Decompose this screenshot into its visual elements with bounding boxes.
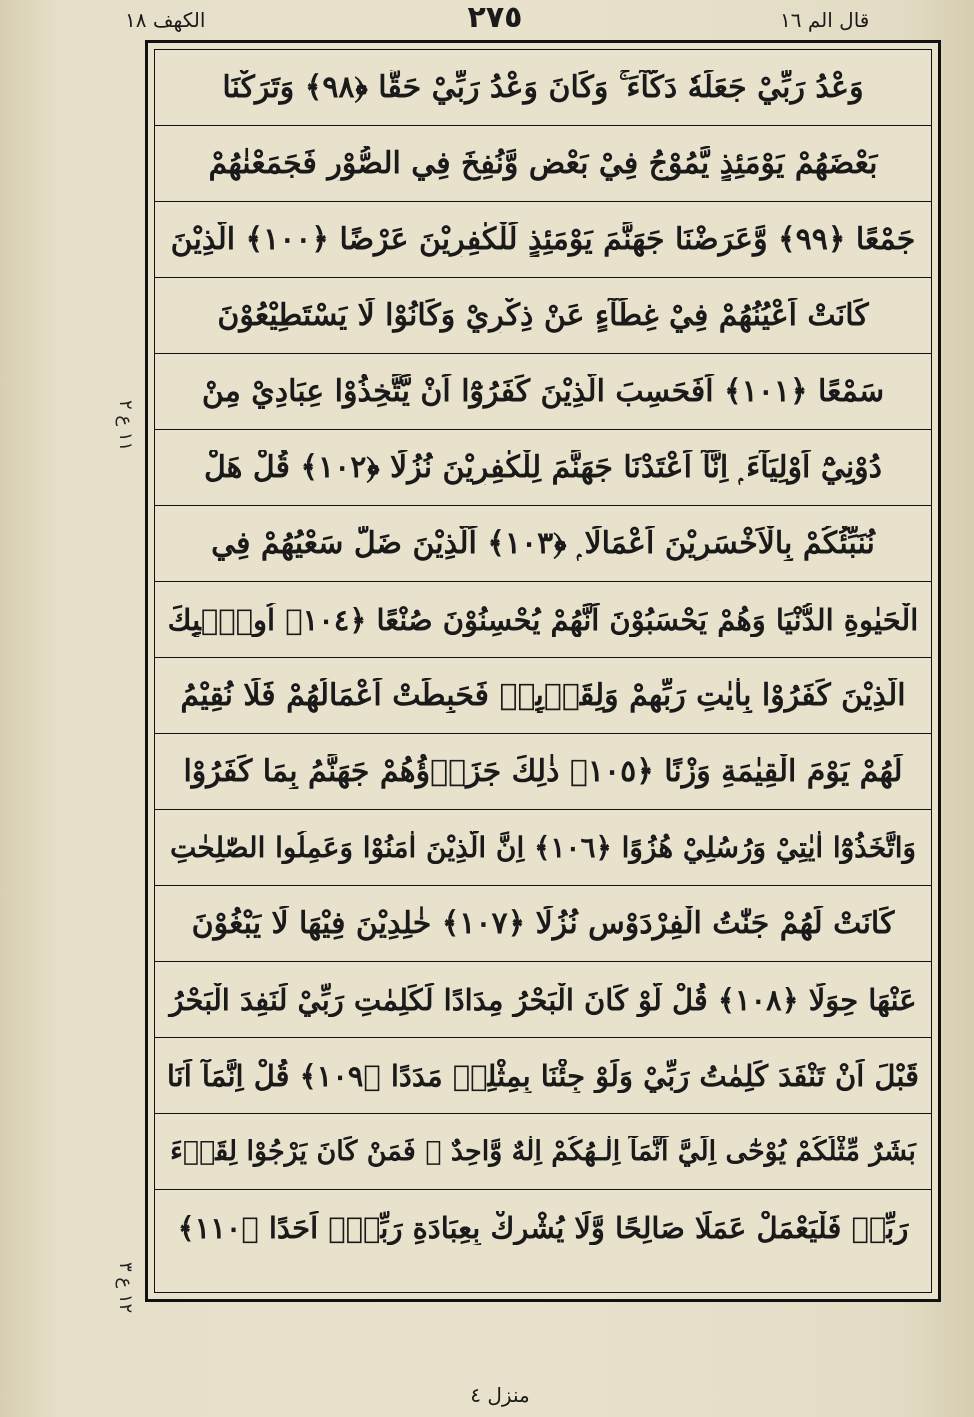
line-text: الْحَيٰوةِ الدُّنْيَا وَهُمْ يَحْسَبُوْنَ اَنَّهُمْ يُحْسِنُوْنَ صُنْعًا ﴿١٠٤﴾ اُولٰۗىِٕكَ xyxy=(167,602,919,637)
text-line xyxy=(155,734,931,810)
page-header xyxy=(0,0,974,40)
line-text: سَمْعًا ﴿١٠١﴾ اَفَحَسِبَ الَّذِيْنَ كَفَرُوْٓا اَنْ يَّتَّخِذُوْا عِبَادِيْ مِنْ xyxy=(201,374,885,409)
text-line xyxy=(155,354,931,430)
surah-name: الكهف ١٨ xyxy=(125,8,206,32)
line-text: كَانَتْ لَهُمْ جَنّٰتُ الْفِرْدَوْسِ نُزُلًا ﴿١٠٧﴾ خٰلِدِيْنَ فِيْهَا لَا يَبْغُوْنَ xyxy=(191,906,895,941)
line-text: وَعْدُ رَبِّيْ جَعَلَهٗ دَكَّآءَ ۚ وَكَانَ وَعْدُ رَبِّيْ حَقًّا ﴿٩٨﴾ وَتَرَكْنَا xyxy=(222,70,864,105)
text-line xyxy=(155,962,931,1038)
line-text: لَهُمْ يَوْمَ الْقِيٰمَةِ وَزْنًا ﴿١٠٥﴾ ذٰلِكَ جَزَاۗؤُهُمْ جَهَنَّمُ بِمَا كَفَرُوْا xyxy=(183,754,903,789)
line-text: عَنْهَا حِوَلًا ﴿١٠٨﴾ قُلْ لَّوْ كَانَ الْبَحْرُ مِدَادًا لِّكَلِمٰتِ رَبِّيْ لَنَفِدَ الْبَحْرُ xyxy=(169,982,917,1017)
line-text: كَانَتْ اَعْيُنُهُمْ فِيْ غِطَآءٍ عَنْ ذِكْرِيْ وَكَانُوْا لَا يَسْتَطِيْعُوْنَ xyxy=(217,298,869,333)
text-frame xyxy=(145,40,941,1302)
text-line xyxy=(155,582,931,658)
line-text: وَاتَّخَذُوْٓا اٰيٰتِيْ وَرُسُلِيْ هُزُوًا ﴿١٠٦﴾ اِنَّ الَّذِيْنَ اٰمَنُوْا وَعَمِلُوا الصّٰلِحٰتِ xyxy=(169,831,917,864)
line-text: رَبِّهٖ فَلْيَعْمَلْ عَمَلًا صَالِحًا وَّلَا يُشْرِكْ بِعِبَادَةِ رَبِّهٖٓ اَحَدًا ﴿١١٠﴾ xyxy=(177,1211,909,1245)
text-line xyxy=(155,810,931,886)
line-text: الَّذِيْنَ كَفَرُوْا بِاٰيٰتِ رَبِّهِمْ وَلِقَاۗىِٕهٖ فَحَبِطَتْ اَعْمَالُهُمْ فَلَا نُقِيْمُ xyxy=(180,678,906,713)
text-line xyxy=(155,126,931,202)
line-text: قَبْلَ اَنْ تَنْفَدَ كَلِمٰتُ رَبِّيْ وَلَوْ جِئْنَا بِمِثْلِهٖ مَدَدًا ﴿١٠٩﴾ قُلْ اِنَّمَآ اَنَا xyxy=(166,1058,919,1093)
text-line xyxy=(155,278,931,354)
line-text: بَشَرٌ مِّثْلُكُمْ يُوْحٰٓى اِلَيَّ اَنَّمَآ اِلٰـهُكُمْ اِلٰهٌ وَّاحِدٌ ۚ فَمَنْ كَانَ يَرْجُوْا لِقَاۗءَ xyxy=(170,1136,916,1167)
ruku-mark: ١٢ ع ٣ xyxy=(115,1262,136,1314)
line-text: نُنَبِّئُكُمْ بِالْاَخْسَرِيْنَ اَعْمَالًا ۭ ﴿١٠٣﴾ اَلَّذِيْنَ ضَلَّ سَعْيُهُمْ فِي xyxy=(211,526,875,561)
page-number: ٢٧٥ xyxy=(467,0,523,35)
text-line xyxy=(155,886,931,962)
text-lines xyxy=(154,49,932,1293)
text-line xyxy=(155,430,931,506)
para-name: قال الم ١٦ xyxy=(780,8,870,32)
line-text: بَعْضَهُمْ يَوْمَئِذٍ يَّمُوْجُ فِيْ بَعْضٍ وَّنُفِخَ فِي الصُّوْرِ فَجَمَعْنٰهُمْ xyxy=(208,146,878,181)
text-line xyxy=(155,1114,931,1190)
manzil-label: منزل ٤ xyxy=(470,1383,530,1407)
text-line xyxy=(155,658,931,734)
ruku-mark: ١١ ع ٢ xyxy=(115,400,136,452)
text-line xyxy=(155,1190,931,1266)
text-line xyxy=(155,1038,931,1114)
line-text: دُوْنِيْٓ اَوْلِيَآءَ ۭ اِنَّآ اَعْتَدْنَا جَهَنَّمَ لِلْكٰفِرِيْنَ نُزُلًا ﴿١٠٢﴾ قُلْ هَلْ xyxy=(203,450,883,485)
text-line xyxy=(155,50,931,126)
text-line xyxy=(155,202,931,278)
text-line xyxy=(155,506,931,582)
line-text: جَمْعًا ﴿٩٩﴾ وَّعَرَضْنَا جَهَنَّمَ يَوْمَئِذٍ لِّلْكٰفِرِيْنَ عَرْضًا ﴿١٠٠﴾ الَّذِيْنَ xyxy=(170,222,916,257)
